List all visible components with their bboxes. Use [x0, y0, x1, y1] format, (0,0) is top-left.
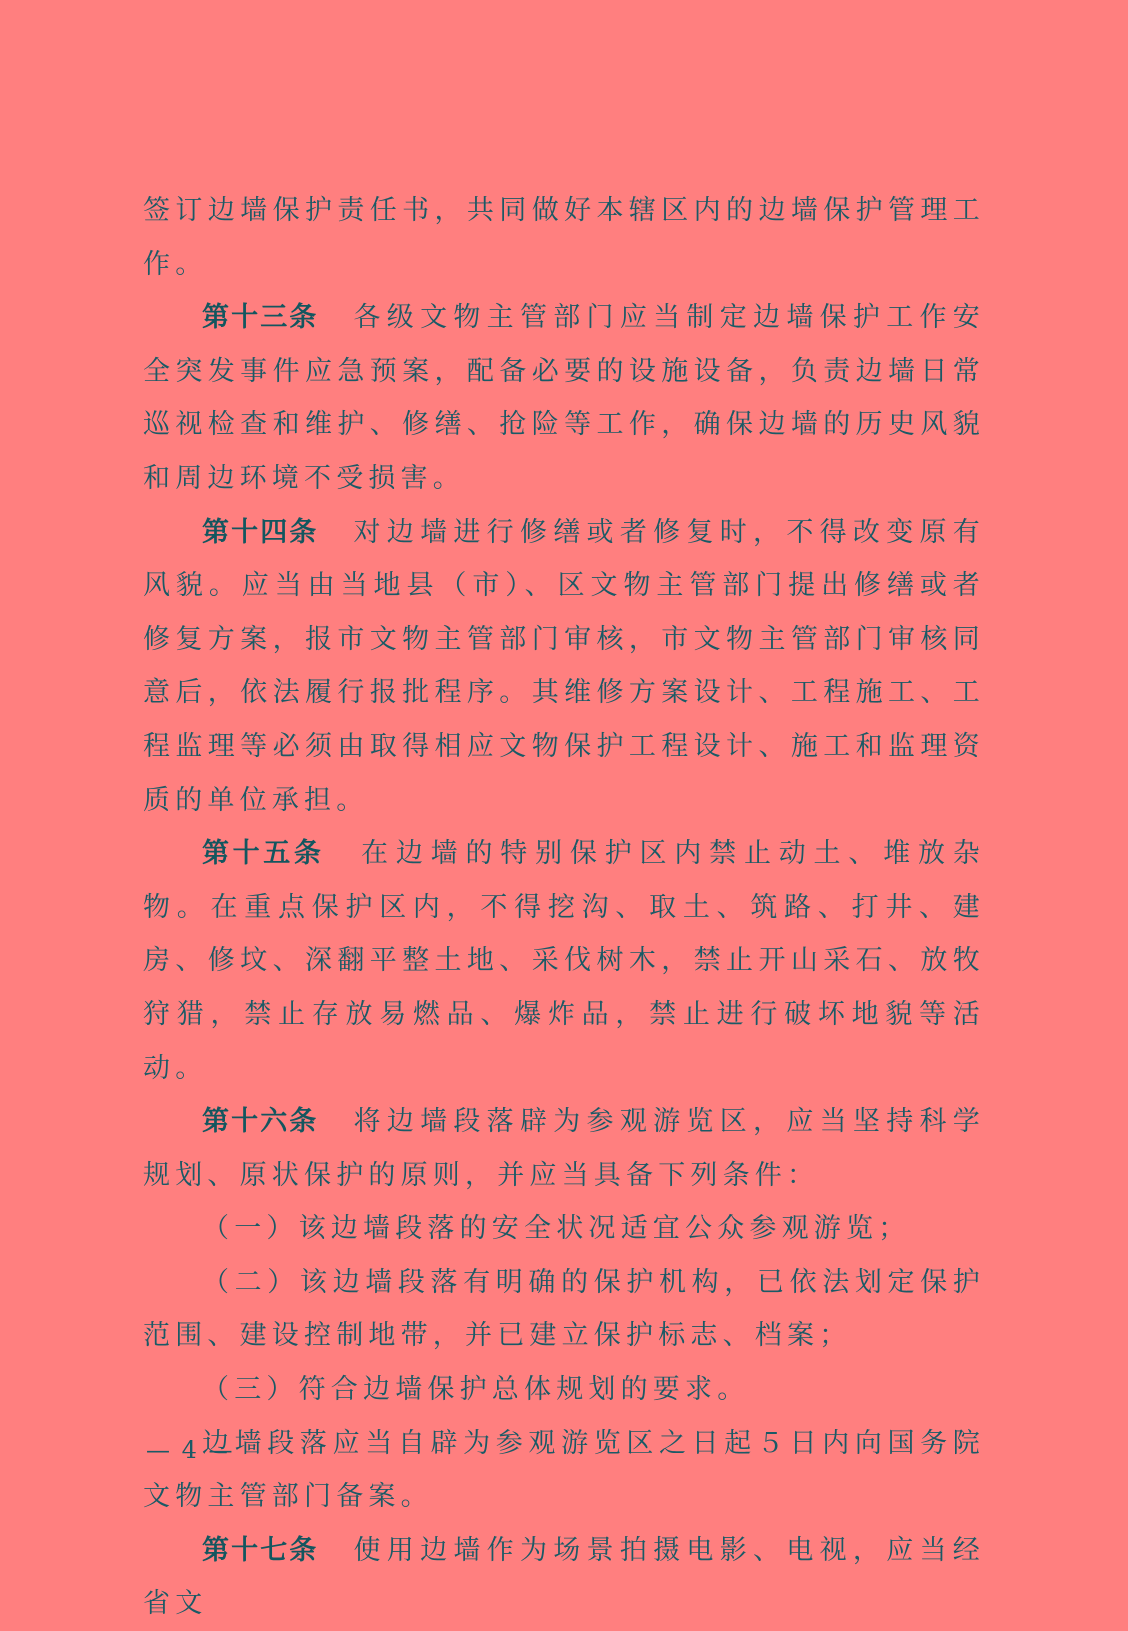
condition-1-text: （一）该边墙段落的安全状况适宜公众参观游览；: [202, 1213, 911, 1245]
article-16-text: 将边墙段落辟为参观游览区，应当坚持科学规划、原状保护的原则，并应当具备下列条件：: [143, 1106, 985, 1191]
article-15-paragraph: [143, 827, 985, 1095]
document-body: [143, 184, 985, 1631]
article-13-title: 第十三条: [202, 302, 319, 334]
article-13-paragraph: [143, 291, 985, 505]
filing-text: 边墙段落应当自辟为参观游览区之日起５日内向国务院文物主管部门备案。: [143, 1427, 985, 1513]
article-14-paragraph: [143, 506, 985, 828]
article-17-paragraph: [143, 1524, 985, 1631]
condition-3-text: （三）符合边墙保护总体规划的要求。: [202, 1374, 750, 1406]
article-17-text: 使用边墙作为场景拍摄电影、电视，应当经省文: [143, 1534, 985, 1620]
condition-2-text: （二）该边墙段落有明确的保护机构，已依法划定保护范围、建设控制地带，并已建立保护标志、档案；: [143, 1266, 985, 1352]
continuation-paragraph: [143, 184, 985, 291]
paragraph-text: 签订边墙保护责任书，共同做好本辖区内的边墙保护管理工作。: [143, 195, 985, 280]
condition-1-paragraph: [143, 1202, 985, 1256]
article-14-text: 对边墙进行修缮或者修复时，不得改变原有风貌。应当由当地县（市）、区文物主管部门提出修缮或者修复方案，报市文物主管部门审核，市文物主管部门审核同意后，依法履行报批程序。其维修方案设计、工程施工、工程监理等必须由取得相应文物保护工程设计、施工和监理资质的单位承担。: [143, 516, 985, 816]
article-13-text: 各级文物主管部门应当制定边墙保护工作安全突发事件应急预案，配备必要的设施设备，负责边墙日常巡视检查和维护、修缮、抢险等工作，确保边墙的历史风貌和周边环境不受损害。: [143, 302, 985, 494]
article-14-title: 第十四条: [202, 516, 319, 548]
condition-2-paragraph: [143, 1256, 985, 1363]
article-17-title: 第十七条: [202, 1534, 319, 1566]
article-16-paragraph: [143, 1095, 985, 1202]
article-15-title: 第十五条: [202, 838, 325, 870]
page-number: — 4 —: [146, 1436, 235, 1464]
article-16-title: 第十六条: [202, 1106, 319, 1138]
article-15-text: 在边墙的特别保护区内禁止动土、堆放杂物。在重点保护区内，不得挖沟、取土、筑路、打井、建房、修坟、深翻平整土地、采伐树木，禁止开山采石、放牧狩猎，禁止存放易燃品、爆炸品，禁止进行破坏地貌等活动。: [143, 838, 985, 1084]
filing-paragraph: [143, 1417, 985, 1524]
condition-3-paragraph: [143, 1363, 985, 1417]
